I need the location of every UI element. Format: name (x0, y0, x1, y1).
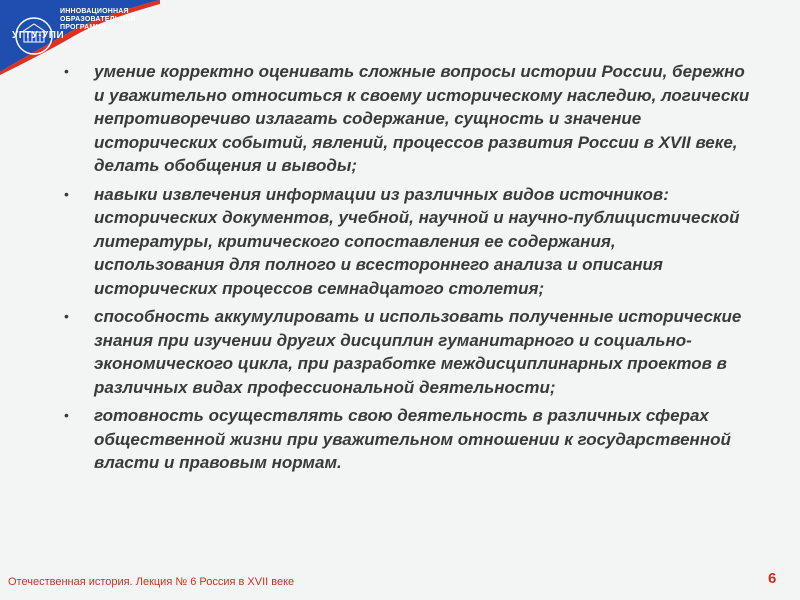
logo-abbreviation: УГТУ-УПИ (12, 30, 65, 41)
logo-line-2: ОБРАЗОВАТЕЛЬНАЯ (60, 16, 136, 23)
footer-lecture-title: Отечественная история. Лекция № 6 Россия в XVII веке (8, 576, 295, 588)
bullet-text: готовность осуществлять свою деятельность в различных сферах общественной жизни при уважительном отношении к государственной власти и правовым нормам. (94, 406, 731, 472)
page-number: 6 (768, 570, 777, 587)
bullet-text: способность аккумулировать и использовать полученные исторические знания при изучении других дисциплин гуманитарного и социально-экономического цикла, при разработке междисциплинарных проектов в различных видах профессиональной деятельности; (94, 307, 742, 397)
bullet-text: навыки извлечения информации из различных видов источников: исторических документов, учебной, научной и научно-публицистической литературы, критического сопоставления ее содержания, использования для полного и всестороннего анализа и описания исторических процессов семнадцатого столетия; (94, 184, 740, 298)
bullet-item (60, 183, 750, 301)
bullet-dot: • (64, 407, 69, 423)
bullet-dot: • (64, 185, 69, 202)
bullet-dot: • (64, 308, 69, 324)
logo-line-1: ИННОВАЦИОННАЯ (60, 8, 129, 15)
bullet-item (60, 305, 750, 399)
bullet-list (60, 60, 750, 475)
bullet-dot: • (64, 63, 69, 79)
slide-content (60, 60, 750, 480)
logo-org-name (60, 8, 155, 32)
bullet-text: умение корректно оценивать сложные вопросы истории России, бережно и уважительно относиться к своему историческому наследию, логически непротиворечиво излагать содержание, сущность и значение исторических событий, явлений, процессов развития России в XVII веке, делать обобщения и выводы; (94, 62, 750, 175)
logo-line-3: ПРОГРАММА (60, 24, 107, 31)
bullet-item (60, 404, 750, 475)
bullet-item (60, 60, 750, 178)
